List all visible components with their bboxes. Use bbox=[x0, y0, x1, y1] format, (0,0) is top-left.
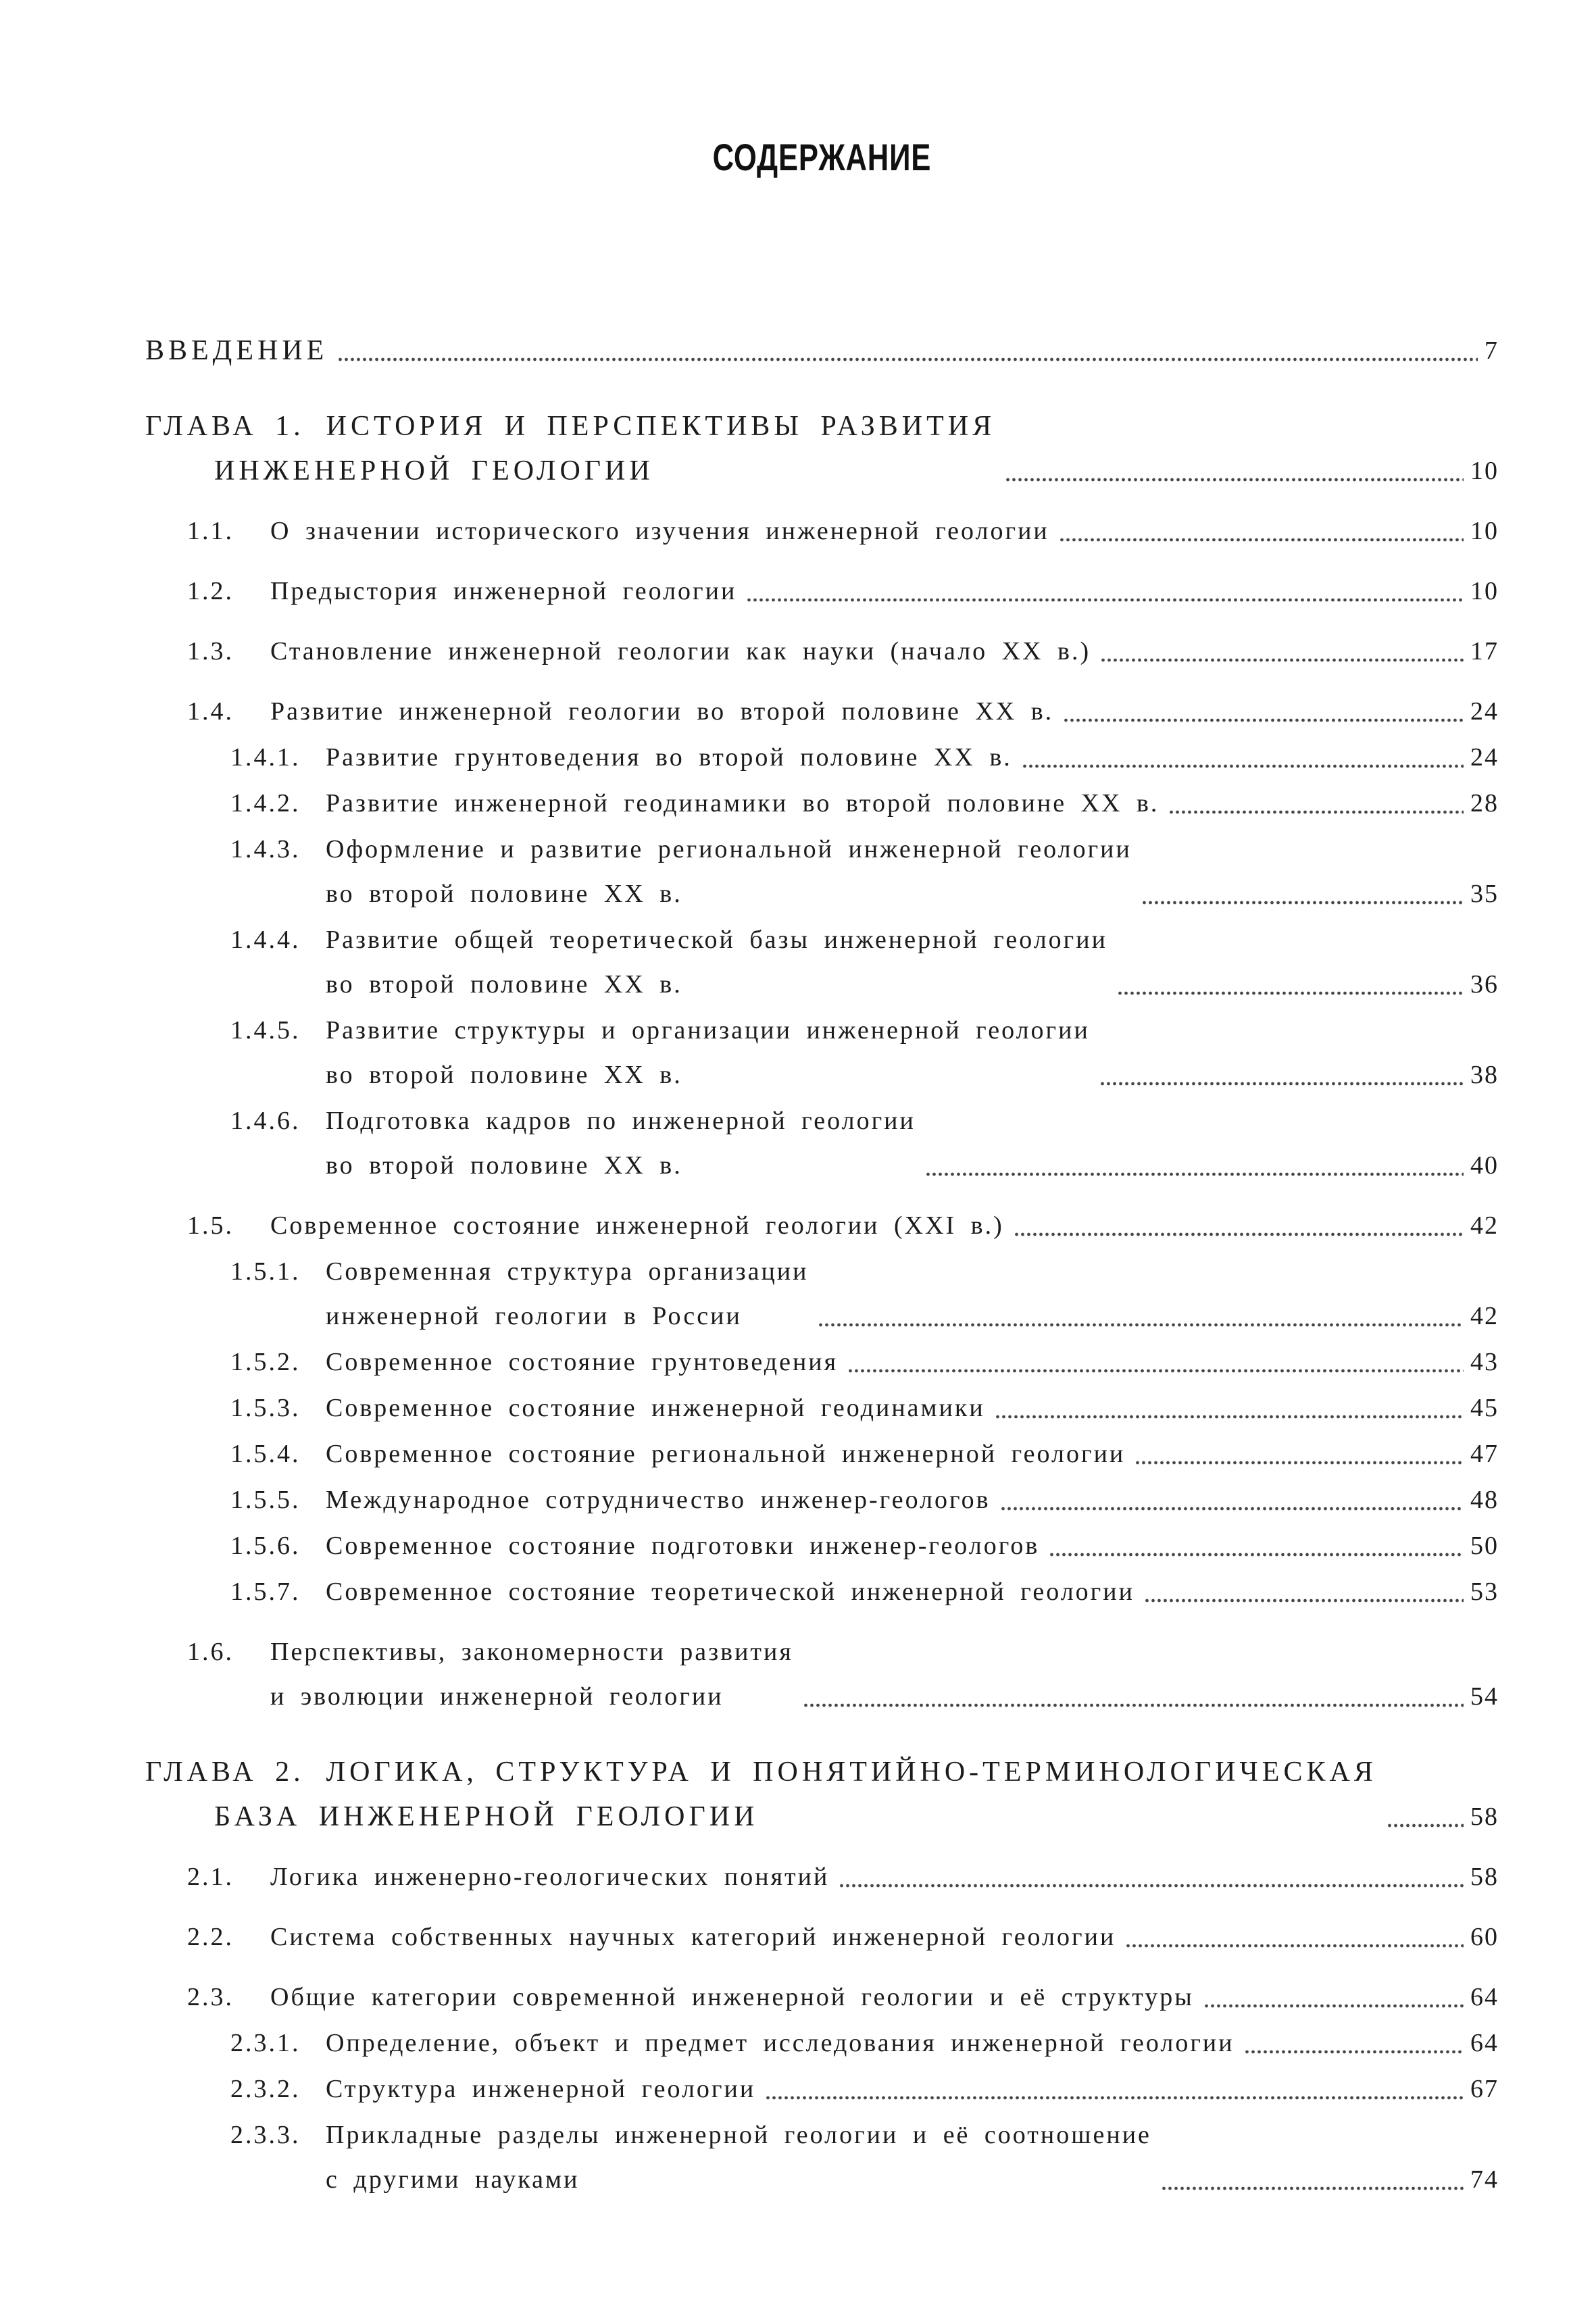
toc-entry-continuation: во второй половине XX в. bbox=[326, 880, 682, 908]
toc-entry bbox=[145, 781, 1499, 826]
toc-entry-title: Предыстория инженерной геологии bbox=[270, 577, 737, 605]
toc-entry-number: 1.5.7. bbox=[230, 1578, 301, 1606]
toc-entry-number: 1.5.3. bbox=[230, 1394, 301, 1422]
toc-entry bbox=[145, 328, 1499, 373]
toc-entry bbox=[145, 1008, 1499, 1097]
toc-entry-title: Международное сотрудничество инженер-геологов bbox=[326, 1486, 991, 1514]
toc-entry-number: 1.4.1. bbox=[230, 743, 301, 772]
toc-entry-number: 1.3. bbox=[187, 637, 234, 665]
toc-entry-title: Логика инженерно-геологических понятий bbox=[270, 1863, 830, 1891]
toc-entry bbox=[145, 689, 1499, 734]
toc-entry-page: 38 bbox=[1470, 1061, 1499, 1089]
toc-entry-text bbox=[187, 1203, 1004, 1248]
toc-entry bbox=[145, 1915, 1499, 1959]
toc-entry-title: Развитие инженерной геологии во второй половине XX в. bbox=[270, 697, 1054, 726]
toc-entry bbox=[145, 827, 1499, 916]
dot-leader bbox=[1134, 1461, 1464, 1465]
toc-entry-page: 45 bbox=[1470, 1394, 1499, 1422]
dot-leader bbox=[847, 1369, 1464, 1373]
toc-entry-number: 1.4.3. bbox=[230, 835, 301, 863]
toc-entry-page: 7 bbox=[1485, 336, 1499, 365]
toc-entry-title: Общие категории современной инженерной геологии и её структуры bbox=[270, 1983, 1194, 2011]
toc-entry-page: 24 bbox=[1470, 743, 1499, 772]
toc-entry-number: 1.5.1. bbox=[230, 1257, 301, 1286]
toc-entry bbox=[145, 1099, 1499, 1188]
toc-entry-page: 67 bbox=[1470, 2075, 1499, 2103]
toc-entry bbox=[145, 1569, 1499, 1614]
toc-entry-number: 2.3.2. bbox=[230, 2075, 301, 2103]
toc-entry-text bbox=[230, 1249, 808, 1338]
toc-entry-title: Современная структура организации bbox=[326, 1257, 809, 1286]
toc-entry-number: 1.5.2. bbox=[230, 1348, 301, 1376]
toc-entry-number: ГЛАВА 2. bbox=[145, 1757, 305, 1788]
toc-entry-continuation: инженерной геологии в России bbox=[326, 1302, 742, 1330]
toc-entry-page: 50 bbox=[1470, 1532, 1499, 1560]
toc-entry-number: 2.1. bbox=[187, 1863, 234, 1891]
toc-entry-page: 35 bbox=[1470, 880, 1499, 908]
dot-leader bbox=[1244, 2050, 1464, 2054]
toc-entry-title: Оформление и развитие региональной инженерной геологии bbox=[326, 835, 1132, 863]
toc-entry-title: Развитие общей теоретической базы инженерной геологии bbox=[326, 926, 1107, 954]
toc-entry bbox=[145, 1432, 1499, 1476]
toc-entry bbox=[145, 735, 1499, 780]
toc-entry-text bbox=[230, 1099, 916, 1188]
toc-entry-title: Развитие структуры и организации инженерной геологии bbox=[326, 1016, 1090, 1045]
toc-entry-number: 1.4.4. bbox=[230, 926, 301, 954]
toc-entry-text bbox=[230, 1340, 838, 1384]
toc-entry-number: 1.5.5. bbox=[230, 1486, 301, 1514]
toc-entry-text bbox=[230, 1386, 985, 1430]
toc-entry-page: 10 bbox=[1470, 577, 1499, 605]
dot-leader bbox=[1144, 1599, 1464, 1603]
toc-entry-number: 1.5.6. bbox=[230, 1532, 301, 1560]
toc-entry-text bbox=[187, 1915, 1116, 1959]
toc-entry-page: 17 bbox=[1470, 637, 1499, 665]
toc-entry-title: ВВЕДЕНИЕ bbox=[145, 335, 328, 366]
toc-entry-number: 1.6. bbox=[187, 1638, 234, 1666]
dot-leader bbox=[995, 1415, 1464, 1419]
toc-entry-text bbox=[230, 781, 1159, 826]
toc-entry-page: 24 bbox=[1470, 697, 1499, 726]
toc-entry-text bbox=[230, 2067, 755, 2111]
toc-entry bbox=[145, 629, 1499, 674]
dot-leader bbox=[1099, 1082, 1464, 1086]
toc-entry bbox=[145, 1855, 1499, 1899]
dot-leader bbox=[925, 1172, 1464, 1176]
toc-entry-number: 1.5. bbox=[187, 1211, 234, 1240]
toc-entry-continuation: БАЗА ИНЖЕНЕРНОЙ ГЕОЛОГИИ bbox=[214, 1801, 759, 1832]
toc-entry bbox=[145, 509, 1499, 553]
toc-entry-number: 1.5.4. bbox=[230, 1440, 301, 1468]
toc-entry-text bbox=[230, 917, 1107, 1007]
dot-leader bbox=[765, 2096, 1464, 2100]
dot-leader bbox=[1022, 764, 1464, 768]
toc-entry-number: 1.4.5. bbox=[230, 1016, 301, 1045]
toc-entry-title: Подготовка кадров по инженерной геологии bbox=[326, 1107, 916, 1135]
toc-entry bbox=[145, 1386, 1499, 1430]
dot-leader bbox=[1059, 538, 1464, 542]
toc-entry-text bbox=[230, 1524, 1039, 1568]
toc-entry bbox=[145, 404, 1499, 493]
toc-entry-text bbox=[187, 689, 1053, 734]
toc-entry-page: 10 bbox=[1470, 457, 1499, 485]
dot-leader bbox=[1203, 2004, 1464, 2008]
toc-entry-text bbox=[145, 1750, 1377, 1839]
toc-entry-page: 74 bbox=[1470, 2165, 1499, 2194]
toc-entry-title: Развитие инженерной геодинамики во второй половине XX в. bbox=[326, 789, 1159, 818]
toc-entry-title: Современное состояние теоретической инженерной геологии bbox=[326, 1578, 1134, 1606]
toc-entry-continuation: во второй половине XX в. bbox=[326, 1061, 682, 1089]
toc-entry-text bbox=[187, 1855, 829, 1899]
toc-entry-text bbox=[230, 735, 1012, 780]
toc-entry-number: 2.3.3. bbox=[230, 2121, 301, 2149]
toc-entry-title: Прикладные разделы инженерной геологии и её соотношение bbox=[326, 2121, 1151, 2149]
toc-entry-page: 36 bbox=[1470, 970, 1499, 999]
dot-leader bbox=[1141, 901, 1464, 905]
toc-entry bbox=[145, 2113, 1499, 2202]
toc-entry-title: Перспективы, закономерности развития bbox=[270, 1638, 793, 1666]
toc-entry bbox=[145, 1249, 1499, 1338]
toc-entry bbox=[145, 1524, 1499, 1568]
dot-leader bbox=[1014, 1232, 1464, 1236]
toc-list bbox=[145, 328, 1499, 2202]
toc-entry-text bbox=[187, 1975, 1194, 2019]
toc-entry-page: 58 bbox=[1470, 1863, 1499, 1891]
toc-entry-text bbox=[230, 1432, 1125, 1476]
toc-entry bbox=[145, 1750, 1499, 1839]
toc-entry-title: Система собственных научных категорий инженерной геологии bbox=[270, 1923, 1116, 1951]
dot-leader bbox=[1000, 1507, 1464, 1511]
toc-entry-page: 53 bbox=[1470, 1578, 1499, 1606]
toc-entry-title: Современное состояние инженерной геодинамики bbox=[326, 1394, 985, 1422]
toc-entry-text bbox=[230, 827, 1132, 916]
toc-entry-page: 60 bbox=[1470, 1923, 1499, 1951]
toc-entry-text bbox=[230, 1008, 1090, 1097]
toc-entry-page: 64 bbox=[1470, 2029, 1499, 2057]
dot-leader bbox=[818, 1323, 1464, 1327]
dot-leader bbox=[1063, 718, 1464, 722]
toc-entry-number: 2.2. bbox=[187, 1923, 234, 1951]
toc-entry-text bbox=[230, 1478, 991, 1522]
toc-entry-number: 2.3. bbox=[187, 1983, 234, 2011]
toc-entry-text bbox=[187, 629, 1091, 674]
toc-entry-text bbox=[230, 1569, 1134, 1614]
dot-leader bbox=[1125, 1944, 1464, 1948]
toc-entry-page: 54 bbox=[1470, 1682, 1499, 1711]
toc-entry-continuation: ИНЖЕНЕРНОЙ ГЕОЛОГИИ bbox=[214, 455, 654, 486]
toc-entry bbox=[145, 917, 1499, 1007]
toc-entry-page: 28 bbox=[1470, 789, 1499, 818]
dot-leader bbox=[1387, 1823, 1464, 1828]
toc-entry-number: ГЛАВА 1. bbox=[145, 411, 305, 442]
toc-entry-number: 1.1. bbox=[187, 517, 234, 545]
toc-entry-text bbox=[145, 404, 995, 493]
toc-entry-number: 1.2. bbox=[187, 577, 234, 605]
toc-entry-page: 43 bbox=[1470, 1348, 1499, 1376]
dot-leader bbox=[1117, 991, 1464, 995]
toc-entry-title: Становление инженерной геологии как науки (начало XX в.) bbox=[270, 637, 1091, 665]
page-title: СОДЕРЖАНИЕ bbox=[712, 136, 932, 178]
toc-entry-continuation: во второй половине XX в. bbox=[326, 970, 682, 999]
dot-leader bbox=[1049, 1553, 1464, 1557]
toc-entry-text bbox=[187, 509, 1049, 553]
dot-leader bbox=[1161, 2186, 1464, 2190]
dot-leader bbox=[1005, 478, 1464, 482]
toc-entry-number: 1.4. bbox=[187, 697, 234, 726]
toc-entry bbox=[145, 2021, 1499, 2065]
dot-leader bbox=[337, 357, 1478, 361]
toc-entry-title: Развитие грунтоведения во второй половине XX в. bbox=[326, 743, 1012, 772]
toc-entry-title: ЛОГИКА, СТРУКТУРА И ПОНЯТИЙНО-ТЕРМИНОЛОГИЧЕСКАЯ bbox=[326, 1757, 1377, 1788]
toc-entry-title: Определение, объект и предмет исследования инженерной геологии bbox=[326, 2029, 1235, 2057]
dot-leader bbox=[1168, 810, 1464, 814]
toc-entry-text bbox=[187, 569, 737, 613]
toc-entry-page: 10 bbox=[1470, 517, 1499, 545]
toc-entry bbox=[145, 569, 1499, 613]
toc-entry bbox=[145, 1340, 1499, 1384]
toc-entry-title: Современное состояние инженерной геологии (XXI в.) bbox=[270, 1211, 1004, 1240]
page-title-block bbox=[145, 0, 1499, 182]
toc-entry-number: 1.4.2. bbox=[230, 789, 301, 818]
toc-entry-text bbox=[145, 328, 328, 373]
toc-entry-page: 64 bbox=[1470, 1983, 1499, 2011]
toc-entry-page: 42 bbox=[1470, 1211, 1499, 1240]
toc-entry-page: 47 bbox=[1470, 1440, 1499, 1468]
toc-entry-title: Современное состояние подготовки инженер-геологов bbox=[326, 1532, 1040, 1560]
toc-entry-text bbox=[187, 1630, 793, 1719]
toc-entry bbox=[145, 1203, 1499, 1248]
toc-entry-title: ИСТОРИЯ И ПЕРСПЕКТИВЫ РАЗВИТИЯ bbox=[326, 411, 996, 442]
toc-entry-page: 40 bbox=[1470, 1151, 1499, 1180]
dot-leader bbox=[839, 1884, 1464, 1888]
toc-entry-title: Современное состояние грунтоведения bbox=[326, 1348, 839, 1376]
toc-entry bbox=[145, 1478, 1499, 1522]
dot-leader bbox=[1100, 658, 1464, 662]
toc-entry-continuation: и эволюции инженерной геологии bbox=[270, 1682, 724, 1711]
toc-entry-text bbox=[230, 2113, 1151, 2202]
toc-entry bbox=[145, 2067, 1499, 2111]
toc-entry-page: 58 bbox=[1470, 1803, 1499, 1831]
toc-entry-number: 1.4.6. bbox=[230, 1107, 301, 1135]
dot-leader bbox=[803, 1703, 1464, 1707]
toc-entry-title: Современное состояние региональной инженерной геологии bbox=[326, 1440, 1126, 1468]
toc-entry-text bbox=[230, 2021, 1235, 2065]
toc-entry-number: 2.3.1. bbox=[230, 2029, 301, 2057]
toc-entry-title: О значении исторического изучения инженерной геологии bbox=[270, 517, 1049, 545]
toc-entry-page: 42 bbox=[1470, 1302, 1499, 1330]
toc-entry-page: 48 bbox=[1470, 1486, 1499, 1514]
toc-entry bbox=[145, 1630, 1499, 1719]
toc-entry bbox=[145, 1975, 1499, 2019]
toc-entry-continuation: во второй половине XX в. bbox=[326, 1151, 682, 1180]
toc-entry-title: Структура инженерной геологии bbox=[326, 2075, 756, 2103]
dot-leader bbox=[746, 598, 1464, 602]
toc-entry-continuation: с другими науками bbox=[326, 2165, 580, 2194]
